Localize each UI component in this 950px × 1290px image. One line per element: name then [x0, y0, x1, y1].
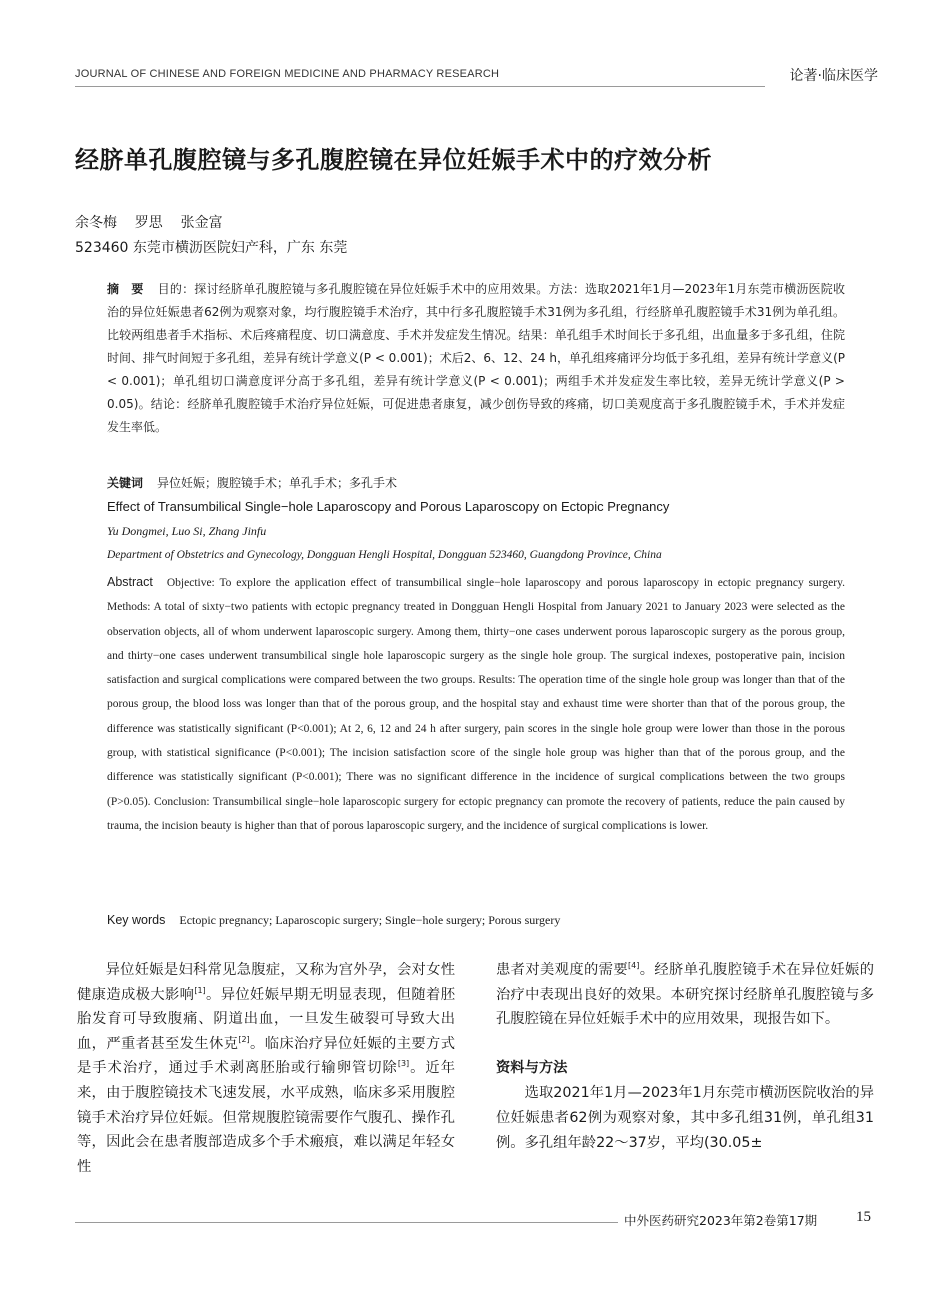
- abstract-en-label: Abstract: [107, 575, 153, 589]
- intro-text-3: 。临床治疗异位妊娠的主要方式是手术治疗，通过手术剥离胚胎或行输卵管切除: [77, 1035, 455, 1077]
- keywords-cn-text: 异位妊娠；腹腔镜手术；单孔手术；多孔手术: [157, 476, 398, 490]
- section-heading-methods: 资料与方法: [496, 1059, 568, 1076]
- abstract-cn: [107, 278, 845, 439]
- citation-3: [3]: [397, 1059, 410, 1069]
- intro-text-4: 。近年来，由于腹腔镜技术飞速发展，水平成熟，临床多采用腹腔镜手术治疗异位妊娠。但常规腹腔镜需要作气腹孔、操作孔等，因此会在患者腹部造成多个手术瘢痕，难以满足年轻女性: [77, 1060, 456, 1175]
- body-left-column: [77, 958, 455, 1179]
- abstract-en: [107, 570, 845, 838]
- keywords-en-label: Key words: [107, 913, 166, 927]
- authors: 余冬梅 罗思 张金富: [75, 215, 223, 231]
- header-divider: [75, 86, 765, 87]
- abstract-cn-text: 目的：探讨经脐单孔腹腔镜与多孔腹腔镜在异位妊娠手术中的应用效果。方法：选取2021年1月—2023年1月东莞市横沥医院收治的异位妊娠患者62例为观察对象，均行腹腔镜手术治疗，其中行多孔腹腔镜手术31例为多孔组，行经脐单孔腹腔镜手术31例为单孔组。比较两组患者手术指标、术后疼痛程度、切口满意度、手术并发症发生情况。结果：单孔组手术时间长于多孔组，出血量多于多孔组，住院时间、排气时间短于多孔组，差异有统计学意义(P < 0.001)；术后2、6、12、24 h，单孔组疼痛评分均低于多孔组，差异有统计学意义(P < 0.001)；单孔组切口满意度评分高于多孔组，差异有统计学意义(P < 0.001)；两组手术并发症发生率比较，差异无统计学意义(P > 0.05)。结论：经脐单孔腹腔镜手术治疗异位妊娠，可促进患者康复，减少创伤导致的疼痛，切口美观度高于多孔腹腔镜手术，手术并发症发生率低。: [107, 282, 845, 434]
- english-title: Effect of Transumbilical Single−hole Laparoscopy and Porous Laparoscopy on Ectopic Pregnancy: [107, 499, 670, 514]
- english-affiliation: Department of Obstetrics and Gynecology, Dongguan Hengli Hospital, Dongguan 523460, Guangdong Province, China: [107, 549, 662, 561]
- intro-text-2: 。异位妊娠早期无明显表现，但随着胚胎发育可导致腹痛、阴道出血，一旦发生破裂可导致大出血，严重者甚至发生休克: [77, 986, 456, 1052]
- keywords-en: [107, 913, 845, 928]
- citation-1: [1]: [194, 985, 206, 995]
- intro-text-1: 异位妊娠是妇科常见急腹症，又称为宫外孕，会对女性健康造成极大影响: [77, 962, 455, 1003]
- intro-continuation: [496, 958, 874, 1032]
- continuation-text-1: 患者对美观度的需要: [496, 962, 628, 978]
- abstract-en-text: Objective: To explore the application effect of transumbilical single−hole laparoscopy and porous laparoscopy in ectopic pregnancy surgery. Methods: A total of sixty−two patients with ectopic pregnancy treated in Dongguan Hengli Hospital from January 2021 to January 2023 were selected as the observation objects, all of whom underwent laparoscopic surgery. Among them, thirty−one cases underwent porous laparoscopic surgery as the porous group, and thirty−one cases underwent transumbilical single hole laparoscopic surgery as the single hole group. The surgical indexes, postoperative pain, incision satisfaction and surgical complications were compared between the two groups. Results: The operation time of the single hole group was longer than that of the porous group, the blood loss was longer than that of the porous group, and the hospital stay and exhaust time were shorter than that of the porous group, the difference was statistically significant (P<0.001); At 2, 6, 12 and 24 h after surgery, pain scores in the single hole group were lower than those in the porous group, with statistical significance (P<0.001); The incision satisfaction score of the single hole group was higher than that of the porous group, and the difference was statistically significant (P<0.001); There was no significant difference in the incidence of surgical complications between the two groups (P>0.05). Conclusion: Transumbilical single−hole laparoscopic surgery for ectopic pregnancy can promote the recovery of patients, reduce the pain caused by trauma, the incision beauty is higher than that of porous laparoscopic surgery, and the incidence of surgical complications is lower.: [107, 577, 845, 832]
- page-number: 15: [856, 1209, 871, 1225]
- intro-paragraph: [77, 958, 455, 1179]
- body-right-column: [496, 958, 874, 1155]
- affiliation: 523460 东莞市横沥医院妇产科，广东 东莞: [75, 240, 348, 256]
- english-authors: Yu Dongmei, Luo Si, Zhang Jinfu: [107, 524, 267, 538]
- keywords-cn: [107, 474, 845, 491]
- journal-header: JOURNAL OF CHINESE AND FOREIGN MEDICINE AND PHARMACY RESEARCH: [75, 68, 500, 80]
- abstract-cn-label: 摘 要: [107, 282, 144, 296]
- continuation-text-2: 。经脐单孔腹腔镜手术在异位妊娠的治疗中表现出良好的效果。本研究探讨经脐单孔腹腔镜与多孔腹腔镜在异位妊娠手术中的应用效果，现报告如下。: [496, 962, 875, 1028]
- keywords-cn-label: 关键词: [107, 476, 144, 490]
- keywords-en-text: Ectopic pregnancy; Laparoscopic surgery; Single−hole surgery; Porous surgery: [179, 913, 561, 927]
- methods-paragraph: 选取2021年1月—2023年1月东莞市横沥医院收治的异位妊娠患者62例为观察对象，其中多孔组31例，单孔组31例。多孔组年龄22～37岁，平均(30.05±: [496, 1085, 874, 1151]
- footer-divider: [75, 1222, 618, 1223]
- footer-journal-issue: 中外医药研究2023年第2卷第17期: [624, 1213, 818, 1228]
- section-label: 论著·临床医学: [789, 68, 878, 84]
- citation-2: [2]: [238, 1035, 250, 1045]
- article-title: 经脐单孔腹腔镜与多孔腹腔镜在异位妊娠手术中的疗效分析: [75, 146, 712, 174]
- citation-4: [4]: [628, 961, 640, 971]
